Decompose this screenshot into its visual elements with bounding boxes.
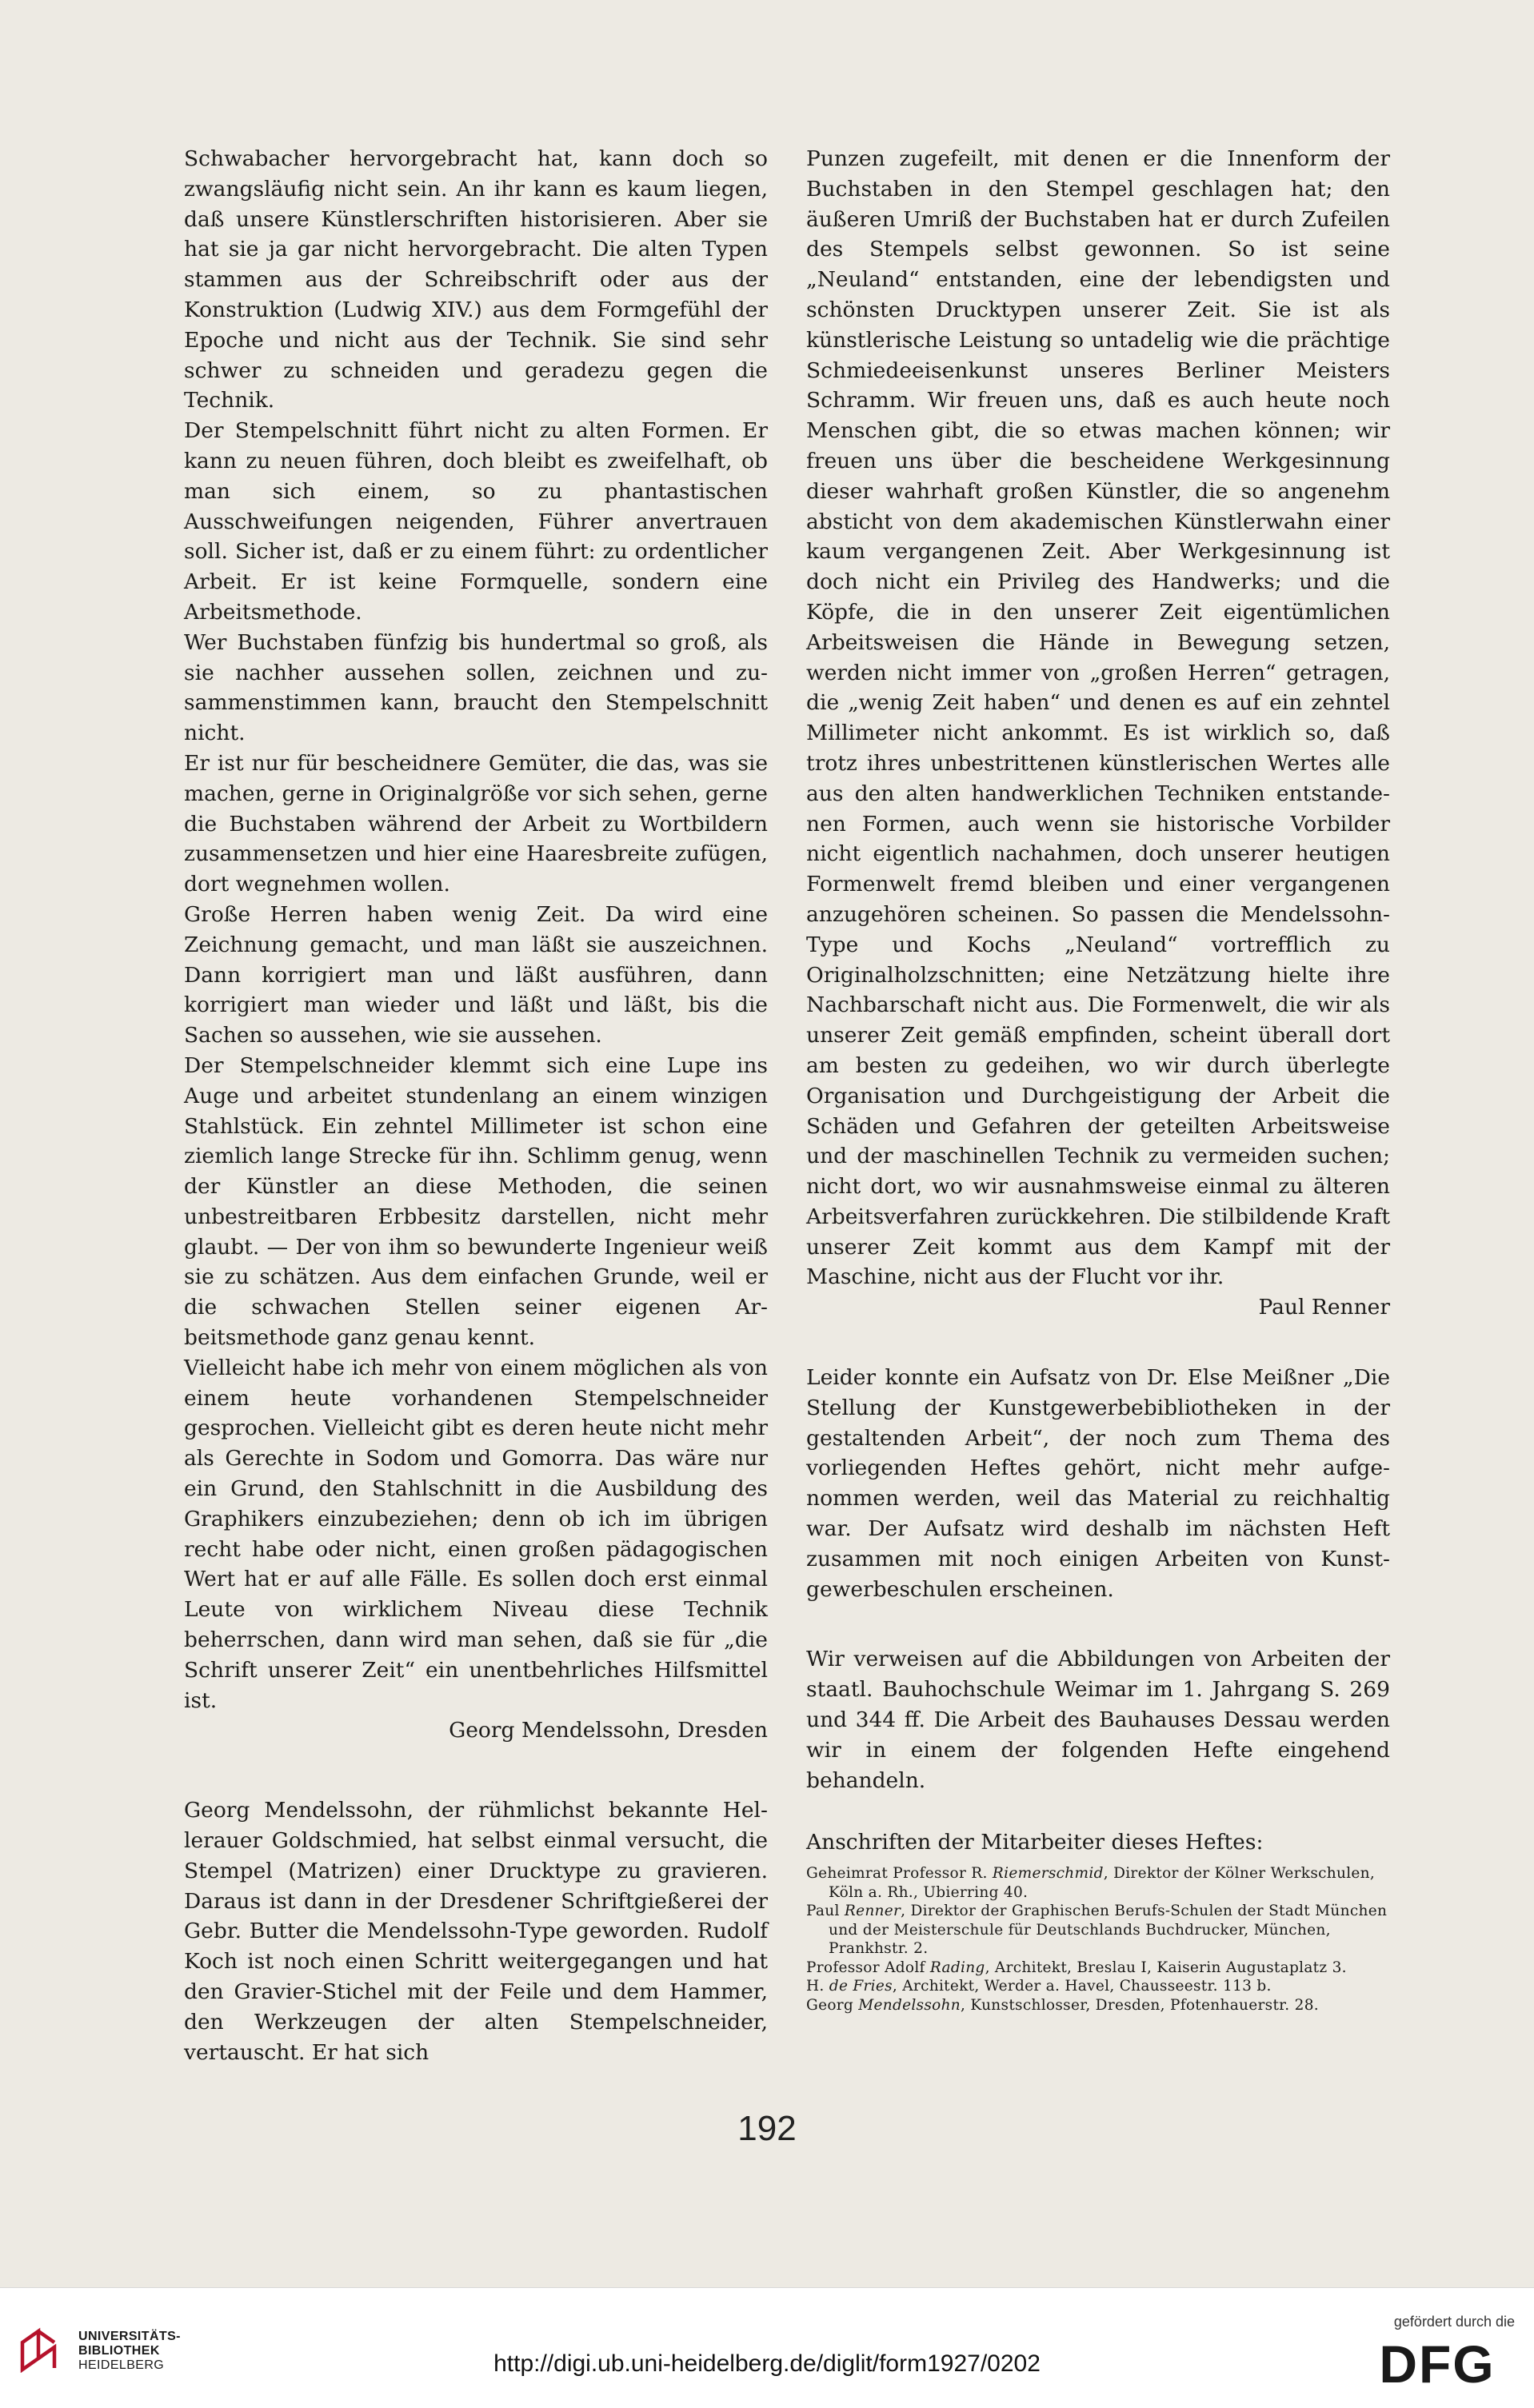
- address-entry: Paul Renner, Direktor der Graphischen Berufs-Schulen der Stadt München und der Meisterschule für Deutschlands Buchdrucker, München, Prankhstr. 2.: [806, 1903, 1388, 1958]
- contributor-name: Riemerschmid: [992, 1865, 1104, 1883]
- author-signature: Paul Renner: [1258, 1295, 1390, 1320]
- paragraph: Der Stempelschneider klemmt sich eine Lupe ins Auge und arbeitet stundenlang an einem winzigen Stahlstück. Ein zehntel Millimeter ist schon eine ziemlich lange Strecke für ihn. Schlimm genug, wenn der Künstler an diese Methoden, die seinen unbestreitbaren Erbbesitz darstellen, nicht mehr glaubt. — Der von ihm so bewunderte Ingenieur weiß sie zu schätzen. Aus dem einfachen Grunde, weil er die schwachen Stellen seiner eigenen Arbeitsmethode ganz genau kennt.: [184, 1052, 768, 1351]
- address-entry: Georg Mendelssohn, Kunstschlosser, Dresden, Pfotenhauerstr. 28.: [806, 1996, 1319, 2014]
- address-entry: Geheimrat Professor R. Riemerschmid, Direktor der Kölner Werkschulen, Köln a. Rh., Ubierring 40.: [806, 1865, 1376, 1901]
- paragraph: Punzen zugefeilt, mit denen er die Innenform der Buchstaben in den Stempel geschlagen hat; den äußeren Umriß der Buchstaben hat er durch Zufeilen des Stempels selbst gewonnen. So ist seine „Neuland“ entstanden, eine der lebendigsten und schönsten Drucktypen unserer Zeit. Sie ist als künstlerische Leistung so untadelig wie die prächtige Schmiedeeisenkunst unseres Berliner Meisters Schramm. Wir freuen uns, daß es auch heute noch Menschen gibt, die so etwas machen können; wir freuen uns über die bescheidene Werkgesinnung dieser wahrhaft großen Künstler, die so angenehm absticht von dem akademischen Künstlerwahn einer kaum vergangenen Zeit. Aber Werkgesinnung ist doch nicht ein Privileg des Handwerks; und die Köpfe, die in den unserer Zeit eigentümlichen Arbeitsweisen die Hände in Bewegung setzen, werden nicht immer von „großen Herren“ getragen, die „wenig Zeit haben“ und denen es auf ein zehntel Millimeter nicht ankommt. Es ist wirklich so, daß trotz ihres unbestrittenen künstlerischen Wertes alle aus den alten handwerklichen Techniken entstandenen Formen, auch wenn sie historische Vorbilder nicht eigentlich nachahmen, doch unserer heutigen Formenwelt fremd bleiben und einer vergangenen anzugehören scheinen. So passen die Mendelssohn-Type und Kochs „Neuland“ vortrefflich zu Originalholzschnitten; eine Netzätzung hielte ihre Nachbarschaft nicht aus. Die Formenwelt, die wir als unserer Zeit gemäß empfinden, scheint überall dort am besten zu gedeihen, wo wir durch überlegte Organisation und Durchgeistigung der Arbeit die Schäden und Gefahren der geteilten Arbeitsweise und der maschinellen Technik zu vermeiden suchen; nicht dort, wo wir ausnahmsweise einmal zu älteren Arbeitsverfahren zurückkehren. Die stilbildende Kraft unserer Zeit kommt aus dem Kampf mit der Maschine, nicht aus der Flucht vor ihr.: [806, 146, 1390, 1290]
- permalink-url[interactable]: http://digi.ub.uni-heidelberg.de/diglit/form1927/0202: [493, 2350, 1041, 2377]
- address-entry: Professor Adolf Rading, Architekt, Breslau I, Kaiserin Augustaplatz 3.: [806, 1959, 1347, 1976]
- contributor-name: Renner: [844, 1903, 901, 1920]
- author-signature: Georg Mendelssohn, Dresden: [449, 1718, 768, 1743]
- svg-text:DFG: DFG: [1379, 2336, 1496, 2392]
- contributor-name: Rading: [929, 1959, 985, 1976]
- addresses-heading: Anschriften der Mitarbeiter dieses Heftes:: [806, 1830, 1264, 1855]
- paragraph: Er ist nur für bescheidnere Gemüter, die das, was sie machen, gerne in Originalgröße vor sich sehen, gerne die Buchstaben während der Arbeit zu Wortbildern zusammensetzen und hier eine Haaresbreite zufügen, dort wegnehmen wollen.: [184, 750, 768, 897]
- paragraph: Der Stempelschnitt führt nicht zu alten Formen. Er kann zu neuen führen, doch bleibt es zweifelhaft, ob man sich einem, so zu phantastischen Ausschweifungen neigenden, Führer anvertrauen soll. Sicher ist, daß er zu einem führt: zu ordentlicher Arbeit. Er ist keine Formquelle, sondern eine Arbeitsmethode.: [184, 418, 768, 625]
- paragraph: Große Herren haben wenig Zeit. Da wird eine Zeichnung gemacht, und man läßt sie auszeichnen. Dann korrigiert man und läßt ausführen, dann korrigiert man wieder und läßt und läßt, bis die Sachen so aussehen, wie sie aussehen.: [184, 901, 768, 1048]
- address-entry: H. de Fries, Architekt, Werder a. Havel, Chausseestr. 113 b.: [806, 1978, 1272, 1995]
- editorial-notice: Leider konnte ein Aufsatz von Dr. Else Meißner „Die Stellung der Kunstgewerbebibliotheken in der gestaltenden Arbeit“, der noch zum Thema des vorliegenden Heftes gehört, nicht mehr aufgenommen werden, weil das Material zu reichhaltig war. Der Aufsatz wird deshalb im nächsten Heft zusammen mit noch einigen Arbeiten von Kunstgewerbeschulen erscheinen.: [806, 1365, 1390, 1602]
- library-name[interactable]: UNIVERSITÄTS- BIBLIOTHEK HEIDELBERG: [78, 2330, 181, 2372]
- contributor-name: Mendelssohn: [858, 1996, 961, 2014]
- paragraph: Schwabacher hervorgebracht hat, kann doch so zwangsläufig nicht sein. An ihr kann es kaum liegen, daß unsere Künstlerschriften historisieren. Aber sie hat sie ja gar nicht hervorgebracht. Die alten Typen stammen aus der Schreibschrift oder aus der Konstruktion (Ludwig XIV.) aus dem Formgefühl der Epoche und nicht aus der Technik. Sie sind sehr schwer zu schneiden und geradezu gegen die Technik.: [184, 146, 768, 413]
- paragraph: Vielleicht habe ich mehr von einem möglichen als von einem heute vorhandenen Stempelschneider gesprochen. Vielleicht gibt es deren heute nicht mehr als Gerechte in Sodom und Gomorra. Das wäre nur ein Grund, den Stahlschnitt in die Ausbildung des Graphikers einzubeziehen; denn ob ich im übrigen recht habe oder nicht, einen großen pädagogischen Wert hat er auf alle Fälle. Es sollen doch erst einmal Leute von wirklichem Niveau diese Technik beherrschen, dann wird man sehen, daß sie für „die Schrift unserer Zeit“ ein unentbehrliches Hilfsmittel ist.: [184, 1355, 768, 1713]
- addresses-list: [806, 1864, 1390, 2015]
- left-column: [184, 144, 768, 2067]
- contributor-name: de Fries: [829, 1978, 893, 1995]
- editorial-notice: Wir verweisen auf die Abbildungen von Arbeiten der staatl. Bauhochschule Weimar im 1. Jahrgang S. 269 und 344 ff. Die Arbeit des Bauhauses Dessau werden wir in einem der folgenden Hefte eingehend behandeln.: [806, 1647, 1390, 1793]
- page-number: 192: [737, 2109, 797, 2148]
- funding-caption: gefördert durch die: [1393, 2314, 1515, 2330]
- right-column: [806, 144, 1390, 2015]
- paragraph: Wer Buchstaben fünfzig bis hundertmal so groß, als sie nachher aussehen sollen, zeichnen und zusammenstimmen kann, braucht den Stempelschnitt nicht.: [184, 629, 768, 746]
- dfg-logo-icon[interactable]: [1361, 2336, 1513, 2392]
- footer-bar: [0, 2287, 1534, 2408]
- editorial-note: Georg Mendelssohn, der rühmlichst bekannte Hellerauer Goldschmied, hat selbst einmal versucht, die Stempel (Matrizen) einer Drucktype zu gravieren. Daraus ist dann in der Dresdener Schriftgießerei der Gebr. Butter die Mendelssohn-Type geworden. Rudolf Koch ist noch einen Schritt weitergegangen und hat den Gravier-Stichel mit der Feile und dem Hammer, den Werkzeugen der alten Stempelschneider, vertauscht. Er hat sich: [184, 1798, 768, 2065]
